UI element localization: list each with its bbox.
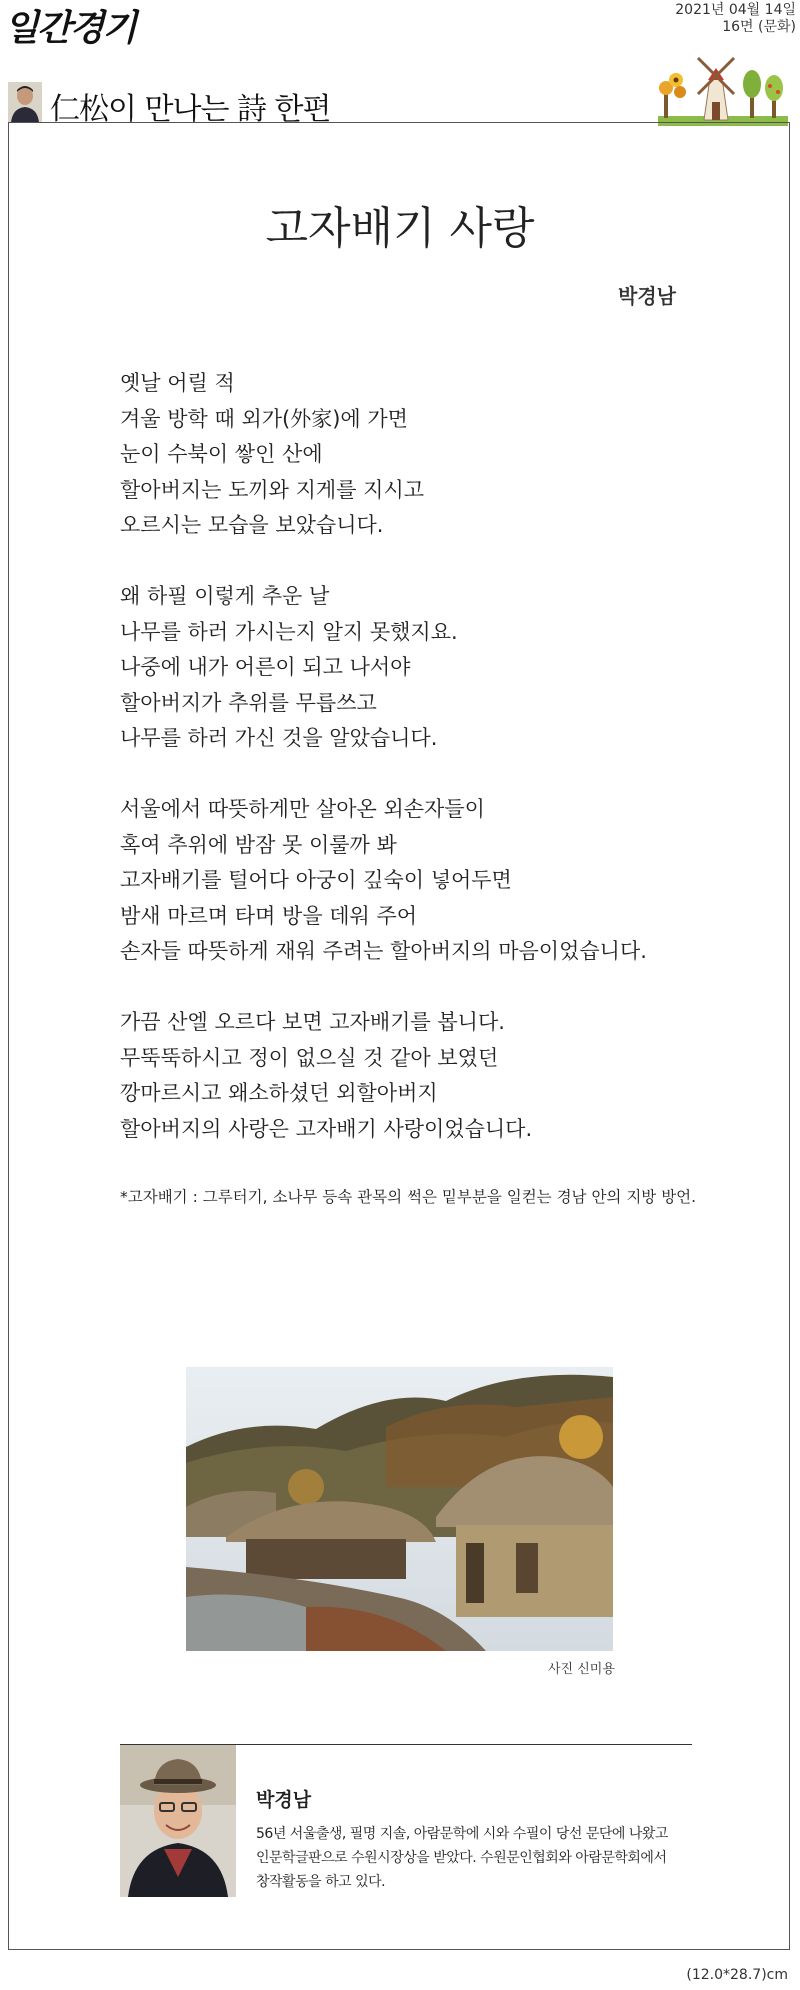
bio-line: 인문학글판으로 수원시장상을 받았다. 수원문인협회와 아람문학회에서 — [256, 1850, 667, 1866]
article-size-note: (12.0*28.7)cm — [686, 1967, 788, 1983]
poem-line: 깡마르시고 왜소하셨던 외할아버지 — [120, 1081, 438, 1105]
poem-footnote: *고자배기 : 그루터기, 소나무 등속 관목의 썩은 밑부분을 일컫는 경남 안의 지방 방언. — [120, 1188, 697, 1206]
poem-line: 무뚝뚝하시고 정이 없으실 것 같아 보였던 — [120, 1045, 499, 1070]
poem-line: 눈이 수북이 쌓인 산에 — [120, 442, 323, 466]
column-title: 仁松이 만나는 詩 한편 — [50, 92, 331, 127]
stanza — [120, 366, 740, 544]
poem-line: 겨울 방학 때 외가(外家)에 가면 — [120, 406, 408, 431]
thatched-house-photo — [186, 1367, 613, 1651]
author-portrait — [120, 1745, 236, 1897]
bio-author-name: 박경남 — [256, 1789, 312, 1811]
poem-line: 옛날 어릴 적 — [120, 371, 235, 395]
poem-author: 박경남 — [618, 284, 676, 308]
columnist-avatar-icon — [8, 82, 42, 122]
poem-line: 고자배기를 털어다 아궁이 깊숙이 넣어두면 — [120, 868, 512, 892]
bio-line: 창작활동을 하고 있다. — [256, 1874, 386, 1890]
poem-line: 할아버지가 추위를 무릅쓰고 — [120, 690, 377, 715]
stanza — [120, 1005, 740, 1147]
poem-body — [120, 366, 740, 1183]
poem-line: 오르시는 모습을 보았습니다. — [120, 513, 384, 537]
poem-line: 나무를 하러 가시는지 알지 못했지요. — [120, 619, 458, 644]
poem-line: 서울에서 따뜻하게만 살아온 외손자들이 — [120, 797, 485, 821]
dateline — [675, 2, 796, 36]
poem-line: 나중에 내가 어른이 되고 나서야 — [120, 655, 411, 679]
poem-line: 손자들 따뜻하게 재워 주려는 할아버지의 마음이었습니다. — [120, 939, 647, 963]
issue-date: 2021년 04월 14일 — [675, 2, 796, 18]
bio-line: 56년 서울출생, 필명 지솔, 아람문학에 시와 수필이 당선 문단에 나왔고 — [256, 1826, 668, 1842]
photo-caption: 사진 신미용 — [548, 1662, 615, 1677]
poem-line: 나무를 하러 가신 것을 알았습니다. — [120, 726, 438, 750]
bio-text — [256, 1822, 696, 1894]
poem-title: 고자배기 사랑 — [265, 203, 535, 254]
stanza — [120, 792, 740, 970]
windmill-decoration-icon — [658, 50, 788, 126]
page-section: 16면 (문화) — [722, 19, 796, 35]
poem-line: 가끔 산엘 오르다 보면 고자배기를 봅니다. — [120, 1010, 505, 1034]
poem-line: 혹여 추위에 밤잠 못 이룰까 봐 — [120, 832, 397, 857]
poem-line: 밤새 마르며 타며 방을 데워 주어 — [120, 903, 418, 928]
column-header — [8, 78, 788, 127]
poem-line: 할아버지는 도끼와 지게를 지시고 — [120, 477, 425, 502]
poem-line: 왜 하필 이렇게 추운 날 — [120, 584, 330, 608]
newspaper-masthead: 일간경기 — [4, 8, 136, 49]
poem-line: 할아버지의 사랑은 고자배기 사랑이었습니다. — [120, 1116, 533, 1141]
stanza — [120, 579, 740, 757]
